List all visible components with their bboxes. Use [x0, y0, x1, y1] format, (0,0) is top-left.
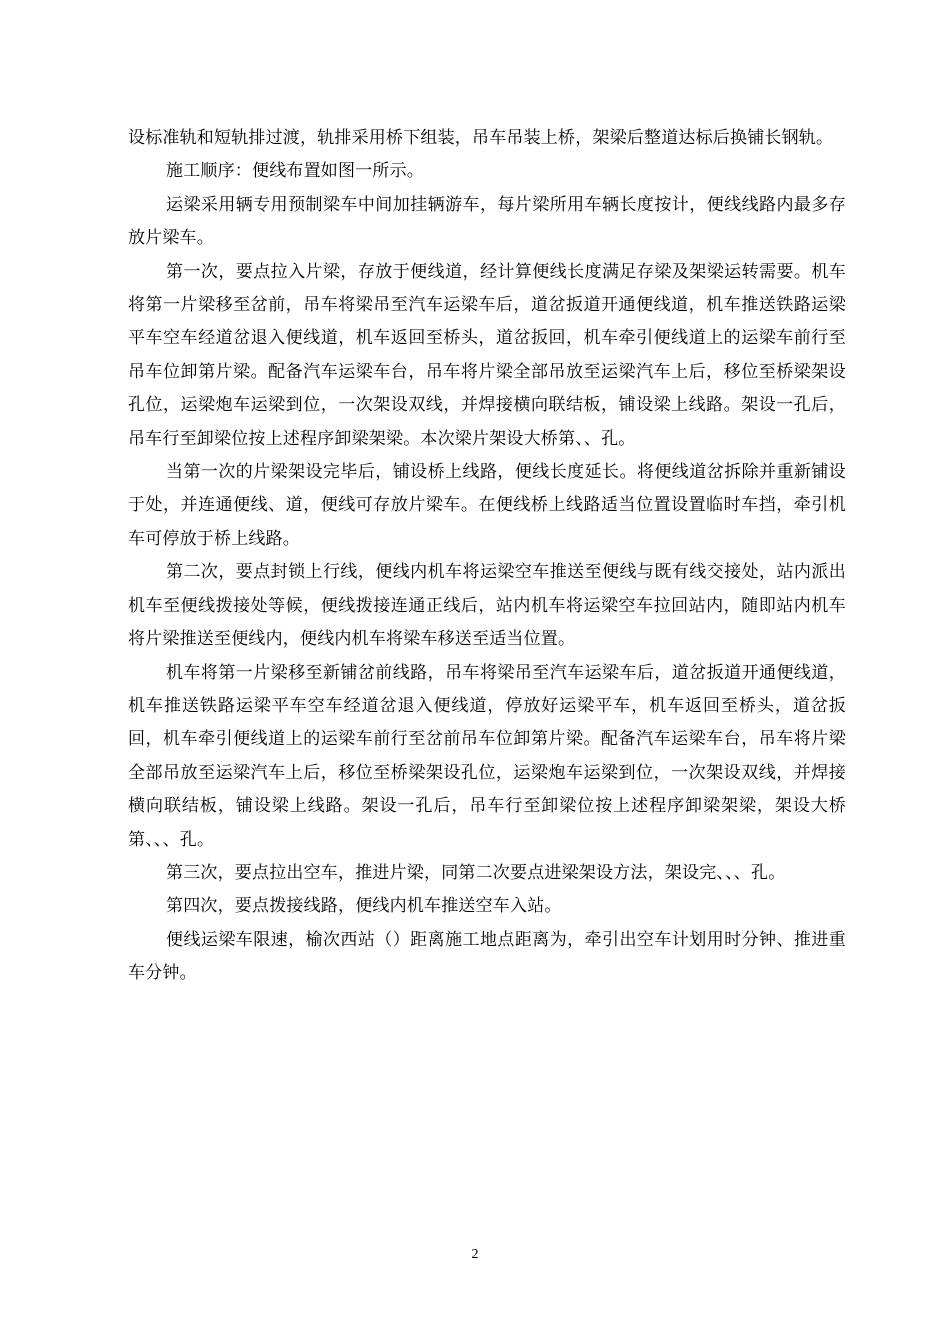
document-body [128, 122, 846, 991]
paragraph: 施工顺序：便线布置如图一所示。 [166, 161, 424, 182]
paragraph: 当第一次的片梁架设完毕后，铺设桥上线路，便线长度延长。将便线道岔拆除并重新铺设于处，并连通便线、道，便线可存放片梁车。在便线桥上线路适当位置设置临时车挡，牵引机车可停放于桥上线路。 [128, 462, 846, 549]
paragraph: 运梁采用辆专用预制梁车中间加挂辆游车，每片梁所用车辆长度按计，便线线路内最多存放片梁车。 [128, 194, 846, 249]
paragraph: 机车将第一片梁移至新铺岔前线路，吊车将梁吊至汽车运梁车后，道岔扳道开通便线道，机车推送铁路运梁平车空车经道岔退入便线道，停放好运梁平车，机车返回至桥头，道岔扳回，机车牵引便线道上的运梁车前行至岔前吊车位卸第片梁。配备汽车运梁车台，吊车将片梁全部吊放至运梁汽车上后，移位至桥梁架设孔位，运梁炮车运梁到位，一次架设双线，并焊接横向联结板，铺设梁上线路。架设一孔后，吊车行至卸梁位按上述程序卸梁架梁，架设大桥第、、、孔。 [128, 662, 846, 850]
page-number: 2 [471, 1247, 479, 1262]
paragraph: 便线运梁车限速，榆次西站（）距离施工地点距离为，牵引出空车计划用时分钟、推进重车分钟。 [128, 929, 846, 984]
paragraph: 第二次，要点封锁上行线，便线内机车将运梁空车推送至便线与既有线交接处，站内派出机车至便线拨接处等候，便线拨接连通正线后，站内机车将运梁空车拉回站内，随即站内机车将片梁推送至便线内，便线内机车将梁车移送至适当位置。 [128, 562, 846, 650]
paragraph: 设标准轨和短轨排过渡，轨排采用桥下组装，吊车吊装上桥，架梁后整道达标后换铺长钢轨。 [128, 128, 834, 148]
paragraph: 第四次，要点拨接线路，便线内机车推送空车入站。 [166, 896, 562, 917]
paragraph: 第三次，要点拉出空车，推进片梁，同第二次要点进梁架设方法，架设完、、、孔。 [166, 862, 786, 883]
paragraph: 第一次，要点拉入片梁，存放于便线道，经计算便线长度满足存梁及架梁运转需要。机车将第一片梁移至岔前，吊车将梁吊至汽车运梁车后，道岔扳道开通便线道，机车推送铁路运梁平车空车经道岔退入便线道，机车返回至桥头，道岔扳回，机车牵引便线道上的运梁车前行至吊车位卸第片梁。配备汽车运梁车台，吊车将片梁全部吊放至运梁汽车上后，移位至桥梁架设孔位，运梁炮车运梁到位，一次架设双线，并焊接横向联结板，铺设梁上线路。架设一孔后，吊车行至卸梁位按上述程序卸梁架梁。本次梁片架设大桥第、、孔。 [128, 261, 846, 449]
